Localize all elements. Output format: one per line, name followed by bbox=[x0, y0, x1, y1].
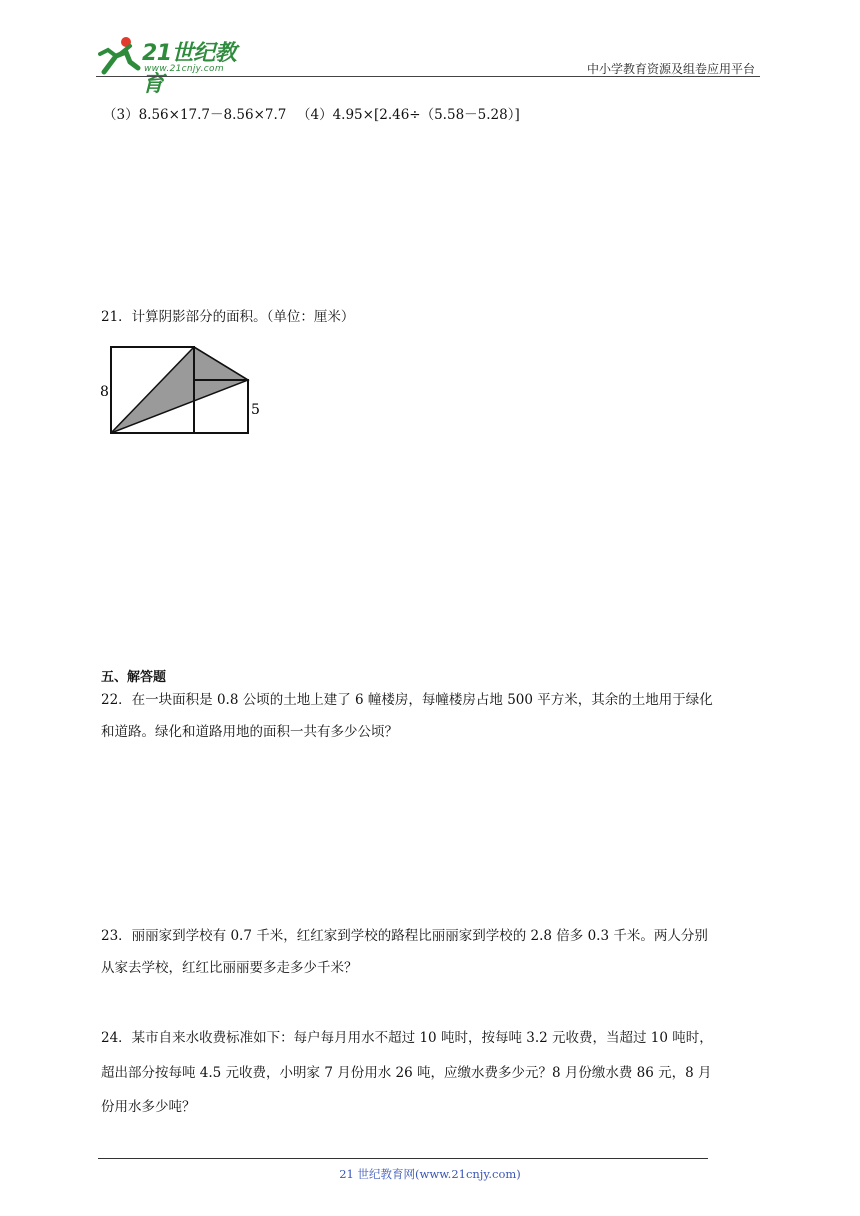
label-5: 5 bbox=[251, 402, 260, 418]
header-platform-title: 中小学教育资源及组卷应用平台 bbox=[586, 62, 755, 76]
footer-link[interactable]: 21 世纪教育网(www.21cnjy.com) bbox=[339, 1167, 521, 1181]
q20-part4: （4）4.95×[2.46÷（5.58－5.28）] bbox=[297, 107, 520, 123]
label-8: 8 bbox=[100, 384, 109, 400]
q22-line1: 22．在一块面积是 0.8 公顷的土地上建了 6 幢楼房，每幢楼房占地 500 平方米，其余的土地用于绿化 bbox=[101, 692, 713, 708]
footer-divider bbox=[98, 1158, 708, 1159]
runner-logo-icon bbox=[96, 34, 142, 78]
site-logo bbox=[96, 34, 256, 97]
logo-text: 21世纪教育 bbox=[142, 41, 237, 97]
q21-text: 21．计算阴影部分的面积。（单位：厘米） bbox=[101, 309, 355, 325]
q24-line1: 24．某市自来水收费标准如下：每户每月用水不超过 10 吨时，按每吨 3.2 元收费，当超过 10 吨时， bbox=[101, 1030, 713, 1046]
shaded-area-figure bbox=[96, 342, 266, 440]
q22-line2: 和道路。绿化和道路用地的面积一共有多少公顷？ bbox=[101, 724, 398, 740]
q20-part3: （3）8.56×17.7－8.56×7.7 bbox=[103, 107, 287, 123]
q24-line3: 份用水多少吨？ bbox=[101, 1099, 196, 1115]
q23-line2: 从家去学校，红红比丽丽要多走多少千米？ bbox=[101, 960, 358, 976]
section-title: 五、解答题 bbox=[101, 670, 167, 685]
shaded-triangle bbox=[111, 347, 248, 433]
header-divider bbox=[96, 76, 760, 77]
q23-line1: 23．丽丽家到学校有 0.7 千米，红红家到学校的路程比丽丽家到学校的 2.8 倍多 0.3 千米。两人分别 bbox=[101, 928, 708, 944]
q24-line2: 超出部分按每吨 4.5 元收费，小明家 7 月份用水 26 吨，应缴水费多少元？8 月份缴水费 86 元，8 月 bbox=[101, 1065, 712, 1081]
logo-url: www.21cnjy.com bbox=[144, 64, 224, 74]
